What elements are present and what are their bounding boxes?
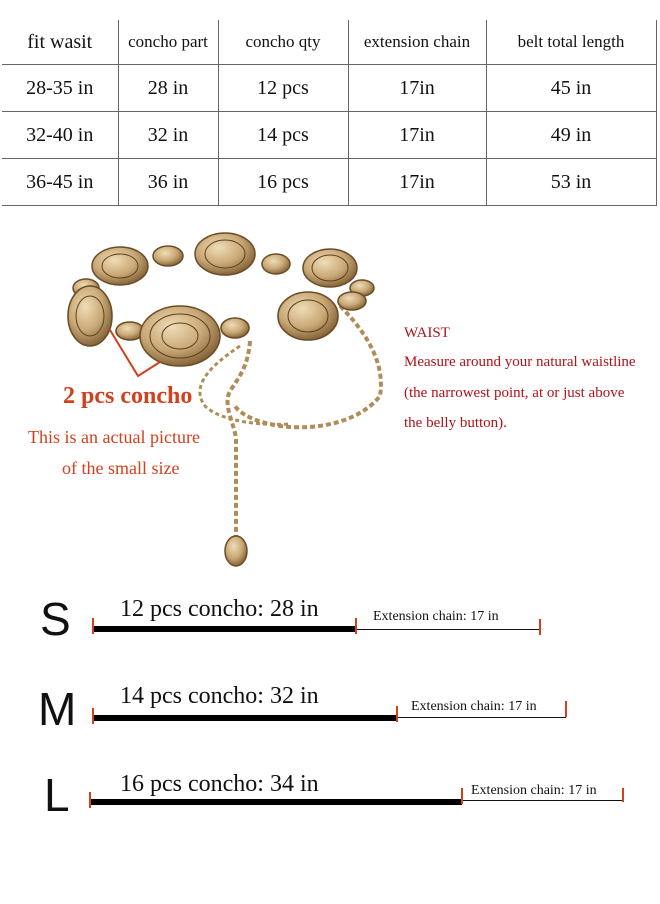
extension-label: Extension chain: 17 in	[411, 699, 537, 714]
mid-tick	[461, 788, 463, 804]
concho-front-row	[68, 286, 366, 366]
waist-heading: WAIST	[404, 325, 450, 341]
header-concho-qty: concho qty	[218, 20, 348, 65]
cell-concho-part: 32 in	[118, 112, 218, 159]
extension-bar	[398, 717, 566, 718]
concho-length-label: 12 pcs concho: 28 in	[120, 596, 319, 622]
extension-label: Extension chain: 17 in	[471, 783, 597, 798]
concho-bar	[94, 715, 397, 721]
cell-fit-waist: 36-45 in	[2, 159, 118, 206]
table-row	[2, 65, 656, 112]
end-tick	[565, 701, 567, 717]
concho-bar	[94, 626, 356, 632]
size-letter: S	[40, 593, 71, 645]
header-concho-part: concho part	[118, 20, 218, 65]
extension-bar	[463, 800, 623, 801]
cell-extension-chain: 17in	[348, 65, 486, 112]
extension-chain	[228, 341, 250, 536]
table-row	[2, 159, 656, 206]
cell-concho-part: 28 in	[118, 65, 218, 112]
cell-concho-part: 36 in	[118, 159, 218, 206]
cell-concho-qty: 14 pcs	[218, 112, 348, 159]
cell-concho-qty: 12 pcs	[218, 65, 348, 112]
callout-line-2: of the small size	[62, 458, 180, 478]
cell-fit-waist: 32-40 in	[2, 112, 118, 159]
mid-tick	[355, 618, 357, 634]
table-header-row	[2, 20, 656, 65]
concho-length-label: 16 pcs concho: 34 in	[120, 771, 319, 797]
cell-fit-waist: 28-35 in	[2, 65, 118, 112]
cell-belt-total-length: 49 in	[486, 112, 656, 159]
concho-back-row	[73, 233, 374, 297]
mid-tick	[396, 706, 398, 722]
waist-line-2: (the narrowest point, at or just above	[404, 385, 625, 401]
end-tick	[622, 788, 624, 802]
callout-line-1: This is an actual picture	[28, 427, 200, 447]
end-tick	[539, 619, 541, 635]
pendant-concho	[225, 536, 247, 566]
concho-length-label: 14 pcs concho: 32 in	[120, 683, 319, 709]
cell-belt-total-length: 53 in	[486, 159, 656, 206]
size-table	[2, 20, 657, 206]
extension-label: Extension chain: 17 in	[373, 609, 499, 624]
extension-bar	[357, 629, 540, 630]
header-fit-waist: fit wasit	[2, 20, 118, 65]
waist-line-1: Measure around your natural waistline	[404, 354, 636, 370]
header-extension-chain: extension chain	[348, 20, 486, 65]
size-letter: L	[44, 769, 70, 821]
cell-concho-qty: 16 pcs	[218, 159, 348, 206]
cell-extension-chain: 17in	[348, 159, 486, 206]
concho-bar	[91, 799, 462, 805]
waist-line-3: the belly button).	[404, 415, 507, 431]
cell-extension-chain: 17in	[348, 112, 486, 159]
size-letter: M	[38, 683, 77, 735]
cell-belt-total-length: 45 in	[486, 65, 656, 112]
callout-title: 2 pcs concho	[63, 383, 193, 409]
header-belt-total-length: belt total length	[486, 20, 656, 65]
table-row	[2, 112, 656, 159]
